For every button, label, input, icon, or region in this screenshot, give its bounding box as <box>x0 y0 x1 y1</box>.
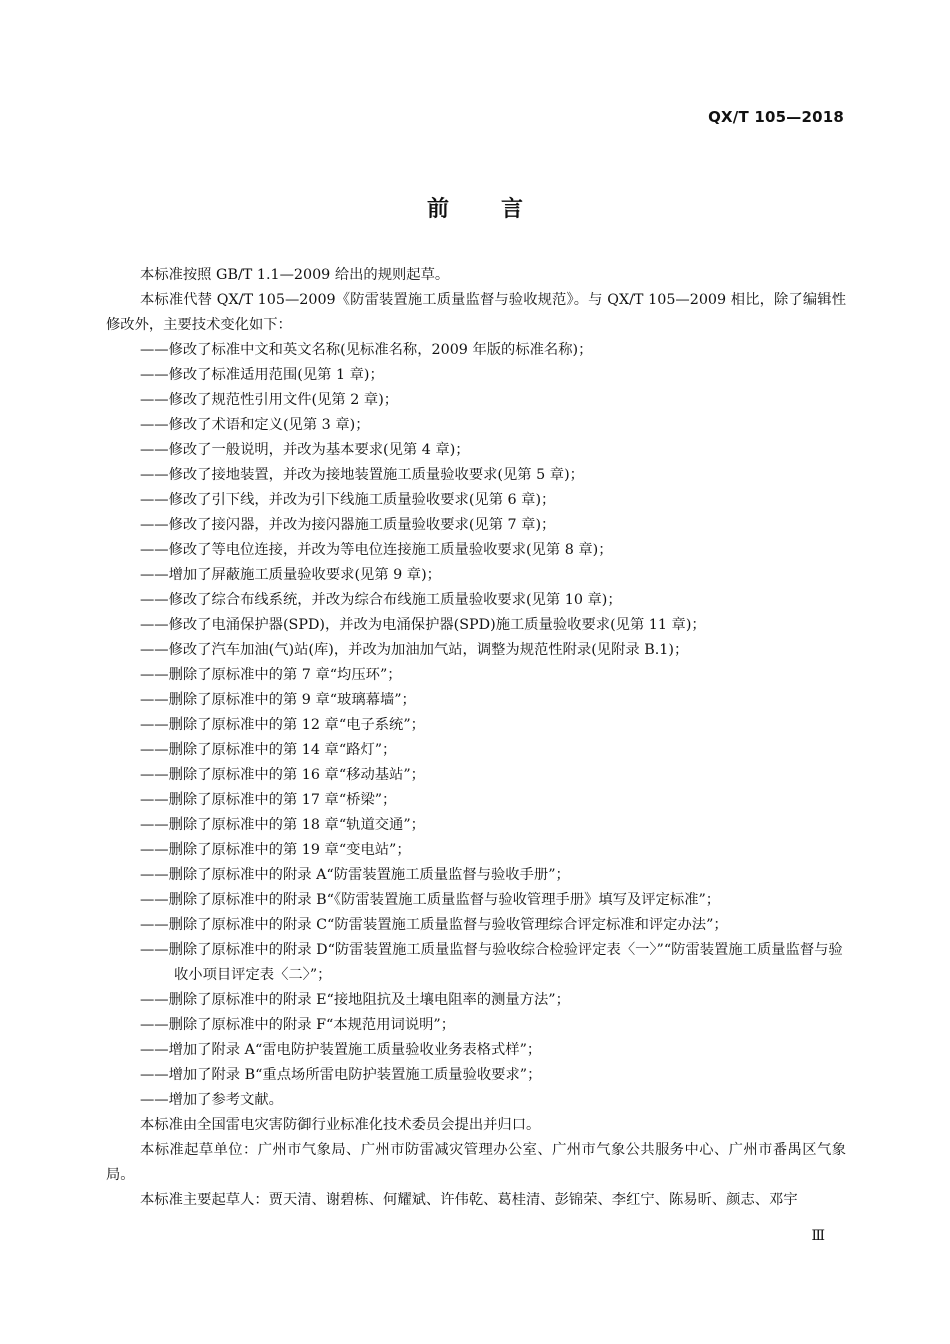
closing-paragraph: 本标准起草单位：广州市气象局、广州市防雷减灾管理办公室、广州市气象公共服务中心、广州市番禺区气象局。 <box>106 1142 846 1183</box>
list-item: ——删除了原标准中的第 18 章“轨道交通”； <box>140 817 425 833</box>
list-item: ——修改了一般说明，并改为基本要求(见第 4 章)； <box>140 442 470 458</box>
changes-list <box>106 338 846 1113</box>
list-item: ——修改了等电位连接，并改为等电位连接施工质量验收要求(见第 8 章)； <box>140 542 613 558</box>
list-item: ——删除了原标准中的第 14 章“路灯”； <box>140 742 397 758</box>
list-item: ——修改了标准适用范围(见第 1 章)； <box>140 367 384 383</box>
list-item: ——删除了原标准中的第 19 章“变电站”； <box>140 842 411 858</box>
list-item: ——修改了规范性引用文件(见第 2 章)； <box>140 392 399 408</box>
list-item: ——增加了附录 A“雷电防护装置施工质量验收业务表格式样”； <box>140 1042 542 1058</box>
list-item: ——修改了电涌保护器(SPD)，并改为电涌保护器(SPD)施工质量验收要求(见第 11 章)； <box>140 617 706 633</box>
list-item: ——增加了附录 B“重点场所雷电防护装置施工质量验收要求”； <box>140 1067 542 1083</box>
closing-paragraph: 本标准主要起草人：贾天清、谢碧栋、何耀斌、许伟乾、葛桂清、彭锦荣、李红宁、陈易昕、颜志、邓宇 <box>140 1192 798 1208</box>
page-number: Ⅲ <box>811 1228 825 1244</box>
intro-paragraph: 本标准按照 GB/T 1.1—2009 给出的规则起草。 <box>140 267 450 283</box>
list-item: ——删除了原标准中的附录 A“防雷装置施工质量监督与验收手册”； <box>140 867 570 883</box>
list-item: ——删除了原标准中的附录 D“防雷装置施工质量监督与验收综合检验评定表〈一〉”“防雷装置施工质量监督与验收小项目评定表〈二〉”； <box>140 942 843 983</box>
closing-paragraph: 本标准由全国雷电灾害防御行业标准化技术委员会提出并归口。 <box>140 1117 541 1133</box>
list-item: ——删除了原标准中的附录 F“本规范用词说明”； <box>140 1017 456 1033</box>
page-title: 前言 <box>426 197 575 222</box>
list-item: ——修改了综合布线系统，并改为综合布线施工质量验收要求(见第 10 章)； <box>140 592 622 608</box>
list-item: ——修改了汽车加油(气)站(库)，并改为加油加气站，调整为规范性附录(见附录 B.1)； <box>140 642 689 658</box>
list-item: ——删除了原标准中的第 9 章“玻璃幕墙”； <box>140 692 416 708</box>
list-item: ——增加了屏蔽施工质量验收要求(见第 9 章)； <box>140 567 441 583</box>
list-item: ——删除了原标准中的第 17 章“桥梁”； <box>140 792 397 808</box>
list-item: ——删除了原标准中的附录 E“接地阻抗及土壤电阻率的测量方法”； <box>140 992 570 1008</box>
list-item: ——修改了术语和定义(见第 3 章)； <box>140 417 370 433</box>
list-item: ——删除了原标准中的第 12 章“电子系统”； <box>140 717 425 733</box>
list-item: ——删除了原标准中的第 7 章“均压环”； <box>140 667 402 683</box>
list-item: ——增加了参考文献。 <box>140 1092 283 1108</box>
list-item: ——删除了原标准中的第 16 章“移动基站”； <box>140 767 425 783</box>
list-item: ——修改了接地装置，并改为接地装置施工质量验收要求(见第 5 章)； <box>140 467 584 483</box>
list-item: ——修改了引下线，并改为引下线施工质量验收要求(见第 6 章)； <box>140 492 556 508</box>
standard-code: QX/T 105—2018 <box>708 108 844 126</box>
document-body <box>106 263 846 1213</box>
intro-paragraph: 本标准代替 QX/T 105—2009《防雷装置施工质量监督与验收规范》。与 QX/T 105—2009 相比，除了编辑性修改外，主要技术变化如下： <box>106 292 846 333</box>
list-item: ——修改了标准中文和英文名称(见标准名称，2009 年版的标准名称)； <box>140 342 593 358</box>
list-item: ——删除了原标准中的附录 C“防雷装置施工质量监督与验收管理综合评定标准和评定办法”； <box>140 917 728 933</box>
list-item: ——修改了接闪器，并改为接闪器施工质量验收要求(见第 7 章)； <box>140 517 556 533</box>
list-item: ——删除了原标准中的附录 B“《防雷装置施工质量监督与验收管理手册》填写及评定标准”； <box>140 892 721 908</box>
